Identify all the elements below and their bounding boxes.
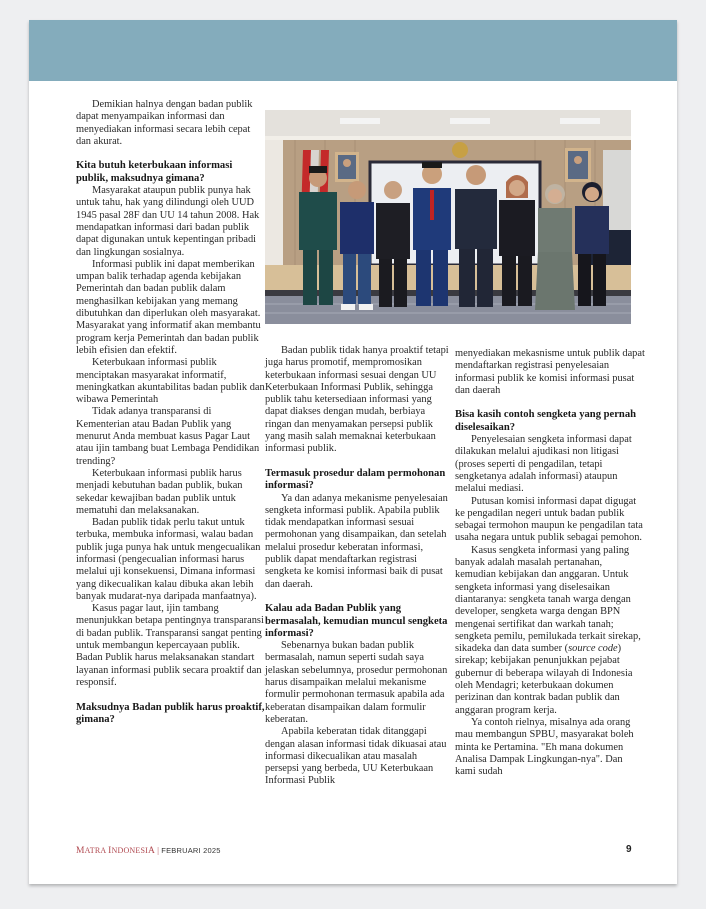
subheading: Kita butuh keterbukaan informasi publik, maksudnya gimana? xyxy=(76,160,233,184)
brand-letter: A xyxy=(148,846,156,856)
magazine-brand xyxy=(76,846,221,856)
paragraph-text: ) sirekap; kebijakan penunjukkan pejabat gubernur di beberapa wilayah di Indonesia oleh Mendagri; keterbukaan dokumen perizinan dan kontrak badan publik dan anggaran program kerja. xyxy=(455,643,633,716)
brand-letter: M xyxy=(76,846,85,856)
article-column-3 xyxy=(455,348,645,778)
subheading: Termasuk prosedur dalam permohonan informasi? xyxy=(265,467,446,492)
paragraph: Tidak adanya transparansi di Kementerian atau Badan Publik yang menurut Anda membuat kasus Pagar Laut atau ijin tambang buat Lembaga Pendidikan trending? xyxy=(76,406,260,467)
article-column-1 xyxy=(76,99,266,726)
paragraph: Demikian halnya dengan badan publik dapat menyampaikan informasi dan menyediakan informasi secara lebih cepat dan akurat. xyxy=(76,99,253,147)
subheading: Maksudnya Badan publik harus proaktif, gimana? xyxy=(76,701,265,725)
paragraph: Badan publik tidak perlu takut untuk terbuka, membuka informasi, walau badan publik juga punya hak untuk mengecualikan informasi (pengecualian informasi harus melalui uji konsekuensi, Dimana informasi yang dikecualikan kalau dibuka akan lebih banyak mudarat-nya daripada manfaatnya). xyxy=(76,517,261,602)
issue-date: FEBRUARI 2025 xyxy=(161,846,221,855)
paragraph: Keterbukaan informasi publik menciptakan masyarakat informatif, meningkatkan akuntabilitas badan publik dan wibawa Pemerintah xyxy=(76,357,265,406)
subheading: Kalau ada Badan Publik yang bermasalah, kemudian muncul sengketa informasi? xyxy=(265,603,448,639)
group-photo xyxy=(265,110,631,324)
paragraph: Keterbukaan informasi publik harus menjadi kebutuhan badan publik, bukan sekedar kewajiban badan publik untuk mematuhi dan melaksanakan. xyxy=(76,467,243,516)
brand-letter: I xyxy=(108,846,112,856)
paragraph: Penyelesaian sengketa informasi dapat dilakukan melalui ajudikasi non litigasi (proses seperti di pengadilan, tetapi sengketanya adalah informasi) ataupun melalui mediasi. xyxy=(455,434,632,495)
paragraph: Ya dan adanya mekanisme penyelesaian sengketa informasi publik. Apabila publik tidak mendapatkan informasi sesuai permohonan yang disampaikan, dan setelah melalui prosedur keberatan informasi, publik dapat mendaftarkan registrasi sengketa ke komisi informasi baik di pusat dan daerah. xyxy=(265,492,448,590)
paragraph: Badan publik tidak hanya proaktif tetapi juga harus promotif, mempromosikan keterbukaan informasi sesuai dengan UU Keterbukaan Informasi Publik, sehingga publik tahu ketersediaan informasi yang dapat diakses dengan mudah, berbiaya ringan dan menyamakan persepsi publik yang masih salah memaknai keterbukaan informasi publik. xyxy=(265,345,449,455)
magazine-page xyxy=(29,20,677,884)
paragraph: Kasus pagar laut, ijin tambang menunjukkan betapa pentingnya transparansi di badan publik. Transparansi sangat penting untuk membangun kepercayaan publik. Badan Publik harus melaksanakan standart layanan informasi publik secara proaktif dan responsif. xyxy=(76,603,264,688)
paragraph xyxy=(455,545,645,717)
paragraph-text: Kasus sengketa informasi yang paling banyak adalah masalah pertanahan, kemudian kebijakan dan anggaran. Untuk sengketa informasi yang diselesaikan diantaranya: sengketa tanah warga dengan developer, sengketa warga dengan BPN mengenai sertifikat dan warkah tanah; sengketa pemilu, pemilukada terkait sirekap, sikadeka dan data sumber ( xyxy=(455,544,641,655)
brand-text: ATRA xyxy=(84,846,109,855)
paragraph: Apabila keberatan tidak ditanggapi dengan alasan informasi tidak dikuasai atau informasi dikecualikan atau masalah persepsi yang berbeda, UU Keterbukaan Informasi Publik xyxy=(265,726,447,787)
brand-text: NDONESI xyxy=(111,846,148,855)
header-banner xyxy=(29,20,677,81)
paragraph: menyediakan mekasnisme untuk publik dapat mendaftarkan registrasi penyelesaian informasi publik ke komisi informasi pusat dan daerah xyxy=(455,348,645,396)
paragraph: Sebenarnya bukan badan publik bermasalah, namun seperti sudah saya jelaskan sebelumnya, prosedur permohonan harus disampaikan melalui mekanisme formulir permohonan termasuk apabila ada keberatan disampaikan dalam formulir keberatan. xyxy=(265,640,448,725)
paragraph: Putusan komisi informasi dapat digugat ke pengadilan negeri untuk badan publik sebagai termohon maupun ke pengadilan tata usaha negara untuk publik sebagai pemohon. xyxy=(455,495,643,544)
group-photo-illustration xyxy=(265,110,631,324)
paragraph: Informasi publik ini dapat memberikan umpan balik terhadap agenda kebijakan Pemerintah dan badan publik dalam menghasilkan kebijakan yang memang dibutuhkan dan diperlukan oleh masyarakat. Masyarakat yang informatif akan membantu program kerja Pemerintah dan badan publik lebih efisien dan efektif. xyxy=(76,258,261,356)
subheading: Bisa kasih contoh sengketa yang pernah diselesaikan? xyxy=(455,409,637,433)
footer-separator: | xyxy=(157,846,160,855)
paragraph: Ya contoh rielnya, misalnya ada orang mau membangun SPBU, masyarakat boleh minta ke Pertamina. "Eh mana dokumen Analisa Dampak Lingkungan-nya". Dan kami sudah xyxy=(455,716,634,778)
page-number: 9 xyxy=(626,844,632,855)
article-column-2 xyxy=(265,345,451,788)
italic-term: source code xyxy=(568,643,618,655)
paragraph: Masyarakat ataupun publik punya hak untuk tahu, hak yang dilindungi oleh UUD 1945 pasal 28F dan UU 14 tahun 2008. Hak mendapatkan informasi dari badan publik dapat digunakan untuk kepentingan pribadi dan lingkungan sosialnya. xyxy=(76,185,260,258)
